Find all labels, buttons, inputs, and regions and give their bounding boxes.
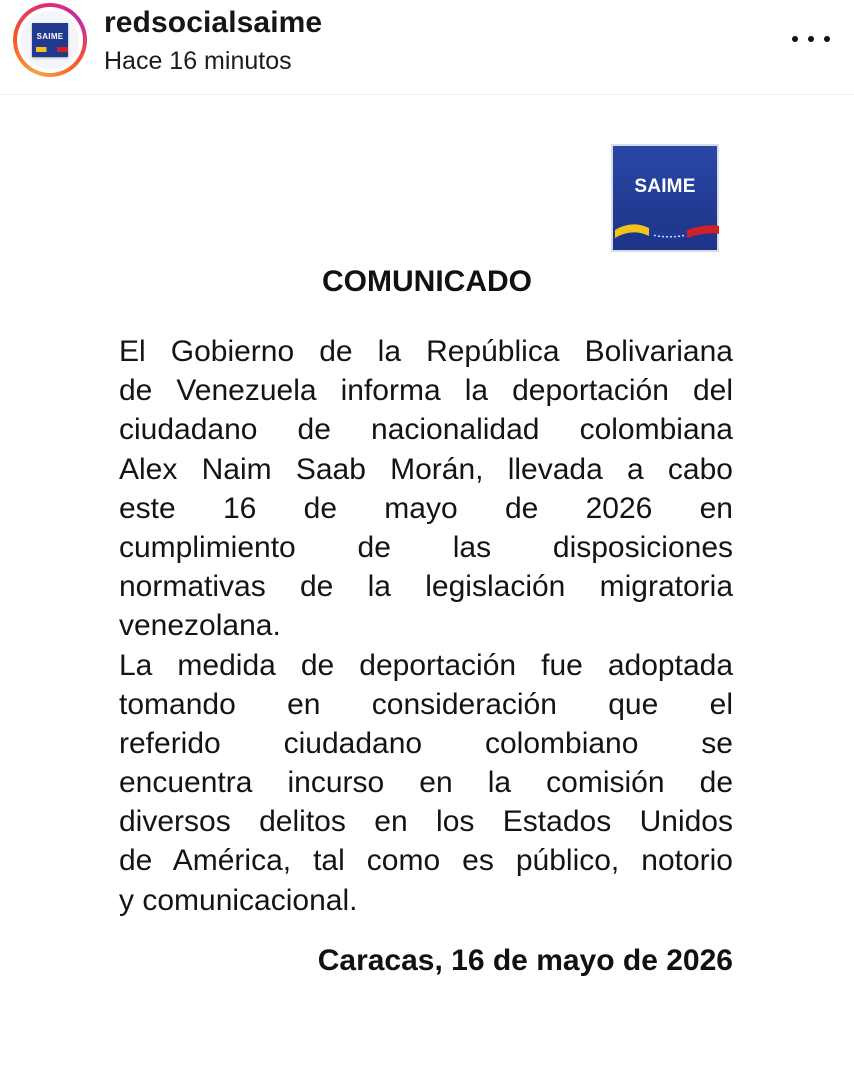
story-ring[interactable]	[13, 3, 87, 77]
saime-avatar-logo	[32, 23, 68, 57]
body-line: El Gobierno de la República Bolivariana	[119, 335, 733, 368]
saime-logo	[609, 142, 721, 254]
body-line: este 16 de mayo de 2026 en	[119, 491, 733, 525]
body-line: Alex Naim Saab Morán, llevada a cabo	[119, 452, 733, 486]
body-line: venezolana.	[119, 609, 281, 643]
body-line: de América, tal como es público, notorio	[119, 844, 733, 878]
body-line: cumplimiento de las disposiciones	[119, 530, 733, 564]
avatar[interactable]	[21, 11, 79, 69]
body-line: tomando en consideración que el	[119, 687, 733, 721]
document-body	[119, 332, 733, 920]
flag-stripe	[36, 47, 68, 52]
body-line: ciudadano de nacionalidad colombiana	[119, 413, 733, 447]
post-timestamp: Hace 16 minutos	[104, 47, 292, 75]
avatar-logo-text: SAIME	[36, 32, 64, 41]
body-line: La medida de deportación fue adoptada	[119, 648, 733, 682]
saime-logo-text: SAIME	[634, 176, 696, 197]
body-line: de Venezuela informa la deportación del	[119, 374, 733, 408]
body-line: y comunicacional.	[119, 883, 358, 917]
flag-ribbon-icon	[615, 220, 719, 240]
body-line: normativas de la legislación migratoria	[119, 570, 733, 604]
username[interactable]: redsocialsaime	[104, 6, 323, 39]
document-title: COMUNICADO	[322, 265, 532, 298]
body-line: diversos delitos en los Estados Unidos	[119, 805, 733, 839]
document-signature: Caracas, 16 de mayo de 2026	[317, 944, 733, 977]
body-line: encuentra incurso en la comisión de	[119, 766, 733, 800]
body-line: referido ciudadano colombiano se	[119, 726, 733, 760]
post-header	[0, 0, 854, 95]
more-options-icon[interactable]	[788, 24, 834, 54]
